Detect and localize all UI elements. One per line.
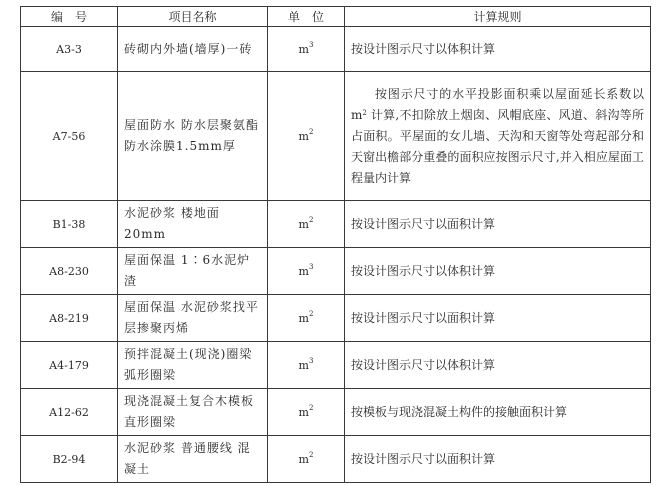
calculation-rules-table bbox=[20, 6, 651, 483]
row-code: B2-94 bbox=[21, 436, 118, 483]
row-name: 屋面防水 防水层聚氨酯防水涂膜1.5mm厚 bbox=[118, 72, 268, 201]
row-unit bbox=[268, 295, 345, 342]
row-rule bbox=[345, 72, 651, 201]
row-name: 现浇混凝土复合木模板 直形圈梁 bbox=[118, 389, 268, 436]
row-rule: 按设计图示尺寸以体积计算 bbox=[345, 248, 651, 295]
unit-base: m bbox=[298, 217, 309, 231]
table-row bbox=[21, 27, 651, 72]
header-name: 项目名称 bbox=[118, 7, 268, 27]
unit-base: m bbox=[298, 358, 309, 372]
unit-exp: 2 bbox=[308, 450, 314, 459]
unit-base: m bbox=[298, 452, 309, 466]
row-code: A8-230 bbox=[21, 248, 118, 295]
row-code: A3-3 bbox=[21, 27, 118, 72]
row-name: 预拌混凝土(现浇)圈梁弧形圈梁 bbox=[118, 342, 268, 389]
table-row bbox=[21, 72, 651, 201]
rule-text-b: 计算,不扣除放上烟囱、风帽底座、风道、斜沟等所占面积。平屋面的女儿墙、天沟和天窗等处弯起部分和天窗出檐部分重叠的面积应按图示尺寸,并入相应屋面工程量内计算 bbox=[351, 107, 644, 185]
table-row bbox=[21, 389, 651, 436]
row-rule: 按设计图示尺寸以体积计算 bbox=[345, 342, 651, 389]
row-rule: 按设计图示尺寸以面积计算 bbox=[345, 295, 651, 342]
row-name: 水泥砂浆 普通腰线 混凝土 bbox=[118, 436, 268, 483]
unit-base: m bbox=[298, 129, 309, 143]
rule-text bbox=[351, 84, 644, 189]
row-name: 水泥砂浆 楼地面 20mm bbox=[118, 201, 268, 248]
unit-exp: 2 bbox=[308, 215, 314, 224]
row-code: A7-56 bbox=[21, 72, 118, 201]
table-row bbox=[21, 436, 651, 483]
row-name: 砖砌内外墙(墙厚)一砖 bbox=[118, 27, 268, 72]
unit-exp: 2 bbox=[308, 127, 314, 136]
row-name: 屋面保温 水泥砂浆找平层掺聚丙烯 bbox=[118, 295, 268, 342]
table-row bbox=[21, 342, 651, 389]
unit-exp: 3 bbox=[308, 356, 314, 365]
row-unit bbox=[268, 27, 345, 72]
rule-text-a: 按图示尺寸的水平投影面积乘以屋面延长系数以 m bbox=[351, 86, 644, 122]
header-code: 编 号 bbox=[21, 7, 118, 27]
unit-base: m bbox=[298, 42, 309, 56]
table-row bbox=[21, 201, 651, 248]
header-rule: 计算规则 bbox=[345, 7, 651, 27]
rule-sup: 2 bbox=[362, 108, 367, 117]
table-row bbox=[21, 295, 651, 342]
unit-base: m bbox=[298, 311, 309, 325]
row-rule: 按设计图示尺寸以体积计算 bbox=[345, 27, 651, 72]
table-header-row bbox=[21, 7, 651, 27]
row-rule: 按设计图示尺寸以面积计算 bbox=[345, 201, 651, 248]
unit-base: m bbox=[298, 405, 309, 419]
unit-exp: 3 bbox=[308, 262, 314, 271]
unit-exp: 2 bbox=[308, 309, 314, 318]
header-unit: 单 位 bbox=[268, 7, 345, 27]
unit-exp: 3 bbox=[308, 40, 314, 49]
row-code: A8-219 bbox=[21, 295, 118, 342]
row-code: A4-179 bbox=[21, 342, 118, 389]
row-unit bbox=[268, 72, 345, 201]
table-row bbox=[21, 248, 651, 295]
row-code: A12-62 bbox=[21, 389, 118, 436]
row-name: 屋面保温 1∶6水泥炉渣 bbox=[118, 248, 268, 295]
row-rule: 按模板与现浇混凝土构件的接触面积计算 bbox=[345, 389, 651, 436]
row-unit bbox=[268, 389, 345, 436]
row-unit bbox=[268, 436, 345, 483]
row-unit bbox=[268, 342, 345, 389]
row-code: B1-38 bbox=[21, 201, 118, 248]
unit-exp: 2 bbox=[308, 403, 314, 412]
unit-base: m bbox=[298, 264, 309, 278]
row-rule: 按设计图示尺寸以面积计算 bbox=[345, 436, 651, 483]
row-unit bbox=[268, 201, 345, 248]
row-unit bbox=[268, 248, 345, 295]
